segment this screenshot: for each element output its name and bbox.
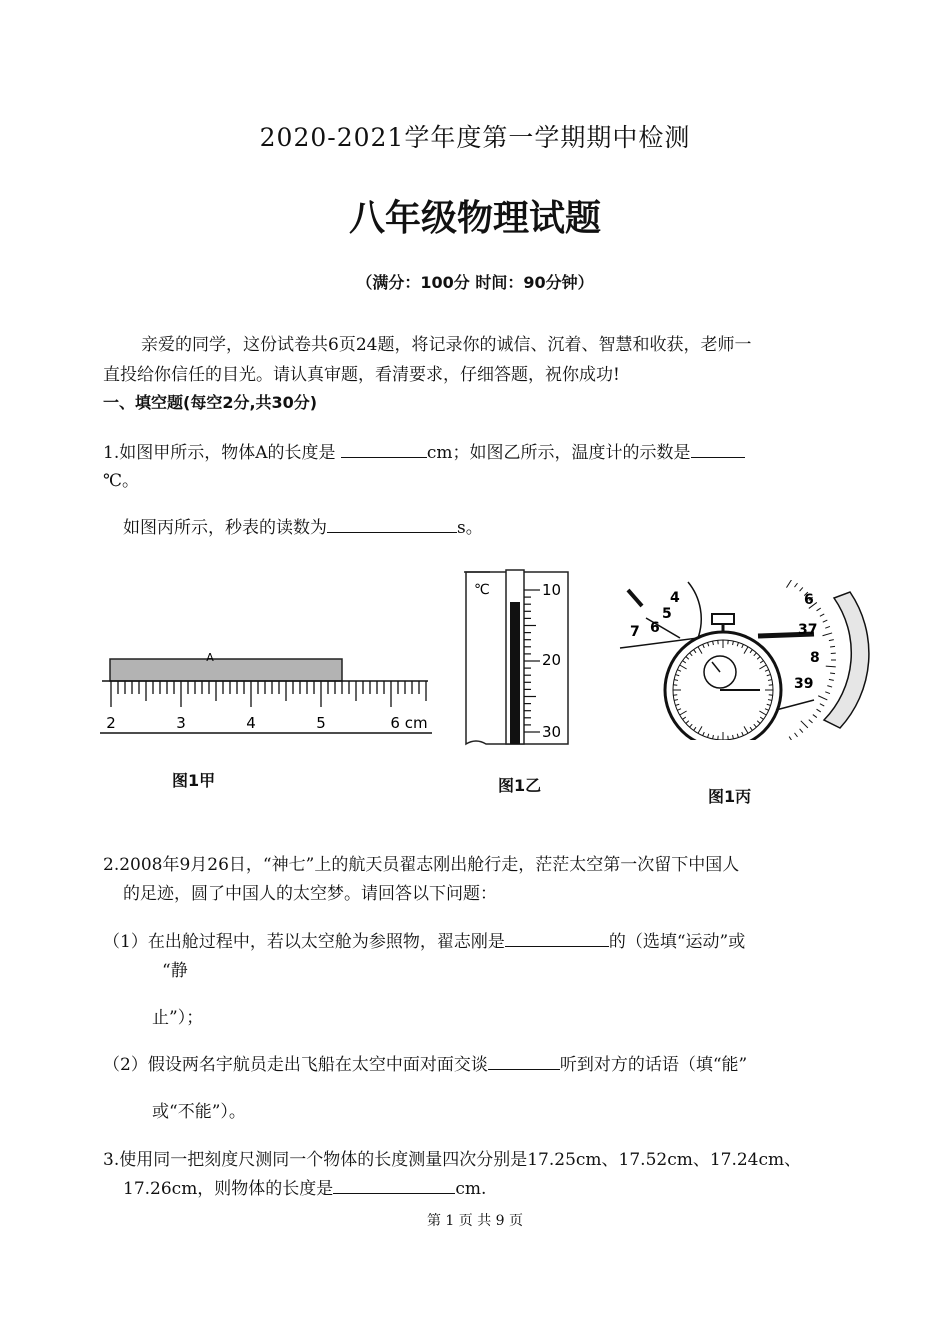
scale-tick	[829, 679, 834, 680]
object-a-label: A	[206, 651, 214, 664]
thermometer-unit: ℃	[474, 582, 490, 598]
exam-main-title: 八年级物理试题	[348, 198, 601, 239]
q2-line-2: 的足迹，圆了中国人的太空梦。请回答以下问题：	[123, 884, 497, 904]
q2-blank-motion[interactable]	[505, 928, 609, 947]
minute-hand	[628, 590, 642, 606]
ruler-label-2: 2	[106, 714, 116, 732]
scale-tick	[823, 620, 828, 622]
scale-tick	[830, 646, 835, 647]
scale-tick	[818, 696, 827, 700]
scale-label-8: 8	[810, 650, 820, 666]
scale-tick	[786, 580, 791, 588]
q2-sub2	[103, 1050, 747, 1075]
scale-tick	[801, 721, 808, 728]
caption-fig1-yi: 图1乙	[498, 776, 542, 795]
q2-sub2-text-a: （2）假设两名宇航员走出飞船在太空中面对面交谈	[103, 1055, 488, 1075]
scale-tick	[800, 587, 803, 591]
q2-sub1-cont: “静	[162, 961, 188, 981]
small-dial-label-4: 4	[670, 590, 680, 606]
thermometer-figure	[462, 568, 574, 750]
q2-sub1-text-a: （1）在出舱过程中，若以太空舱为参照物，翟志刚是	[103, 932, 505, 952]
q1-text-a: 1.如图甲所示，物体A的长度是	[103, 443, 341, 463]
small-dial-label-5: 5	[662, 606, 672, 622]
small-dial-label-7: 7	[630, 624, 640, 640]
scale-tick	[827, 686, 832, 687]
q3-blank-length[interactable]	[333, 1175, 455, 1194]
scale-tick	[820, 704, 824, 706]
q1-text-c: 如图丙所示，秒表的读数为	[123, 518, 327, 538]
q3-line-1: 3.使用同一把刻度尺测同一个物体的长度测量四次分别是17.25cm、17.52cm、17.24cm、	[103, 1150, 802, 1170]
caption-fig1-bing: 图1丙	[708, 787, 752, 806]
scale-tick	[825, 692, 830, 694]
intro-line-2: 直投给你信任的目光。请认真审题，看清要求，仔细答题，祝你成功!	[103, 365, 620, 385]
thermo-label-20: 20	[542, 651, 562, 669]
thermo-label-10: 10	[542, 581, 562, 599]
q2-sub2-text-b: 听到对方的话语（填“能”	[559, 1055, 748, 1075]
scale-tick	[829, 640, 834, 641]
ruler-label-4: 4	[246, 714, 256, 732]
q1-blank-temperature[interactable]	[691, 439, 745, 458]
scale-label-39: 39	[794, 676, 814, 692]
scale-tick	[826, 666, 836, 667]
q2-sub1-text-b: 的（选填“运动”或	[608, 932, 746, 952]
thermometer-liquid	[510, 602, 520, 744]
ruler-label-3: 3	[176, 714, 186, 732]
stopwatch-crown	[712, 614, 734, 624]
q2-sub1	[103, 927, 745, 952]
q1-stopwatch-line	[123, 513, 483, 538]
q3-text-b: cm.	[455, 1179, 487, 1199]
scale-label-6: 6	[804, 592, 814, 608]
object-a-block	[110, 659, 342, 681]
scale-tick	[795, 733, 798, 737]
section-heading: 一、填空题(每空2分,共30分)	[103, 393, 318, 412]
ruler-figure	[98, 650, 434, 740]
intro-line-1: 亲爱的同学，这份试卷共6页24题，将记录你的诚信、沉着、智慧和收获，老师一	[141, 335, 752, 355]
q1-blank-length[interactable]	[341, 439, 427, 458]
scale-tick	[800, 729, 803, 733]
q1-unit-line: ℃。	[103, 471, 140, 491]
stopwatch-figure	[618, 580, 878, 740]
q1-blank-stopwatch[interactable]	[327, 514, 457, 533]
q1-text-b: cm；如图乙所示，温度计的示数是	[426, 443, 691, 463]
thermo-label-30: 30	[542, 723, 562, 741]
caption-fig1-jia: 图1甲	[172, 771, 216, 790]
scale-tick	[830, 673, 835, 674]
ruler-label-6cm: 6 cm	[390, 714, 428, 732]
q3-text-a: 17.26cm，则物体的长度是	[123, 1179, 334, 1199]
scale-tick	[817, 608, 821, 611]
scale-tick	[817, 709, 821, 712]
scale-tick	[820, 614, 824, 616]
q2-sub1-end: 止”）；	[152, 1008, 204, 1028]
ruler-ticks	[111, 681, 426, 707]
ruler-label-5: 5	[316, 714, 326, 732]
q2-blank-hear[interactable]	[488, 1051, 560, 1070]
exam-title-line: 2020-2021学年度第一学期期中检测	[259, 123, 691, 152]
scale-tick	[823, 633, 833, 636]
q3-line-2	[123, 1174, 486, 1199]
page-footer: 第 1 页 共 9 页	[426, 1213, 524, 1229]
small-dial-label-6: 6	[650, 620, 660, 636]
scale-tick	[825, 626, 830, 628]
scale-tick	[809, 720, 813, 723]
exam-subtitle: （满分：100分 时间：90分钟）	[356, 273, 594, 292]
scale-tick	[795, 583, 798, 587]
scale-tick	[813, 715, 817, 718]
scale-label-37: 37	[798, 622, 818, 638]
q1-text-d: s。	[457, 518, 483, 538]
question-1	[103, 438, 745, 463]
q2-sub2-end: 或“不能”）。	[152, 1102, 246, 1122]
q2-line-1: 2.2008年9月26日，“神七”上的航天员翟志刚出舱行走，茫茫太空第一次留下中国人	[103, 855, 740, 875]
scale-tick	[789, 737, 792, 740]
